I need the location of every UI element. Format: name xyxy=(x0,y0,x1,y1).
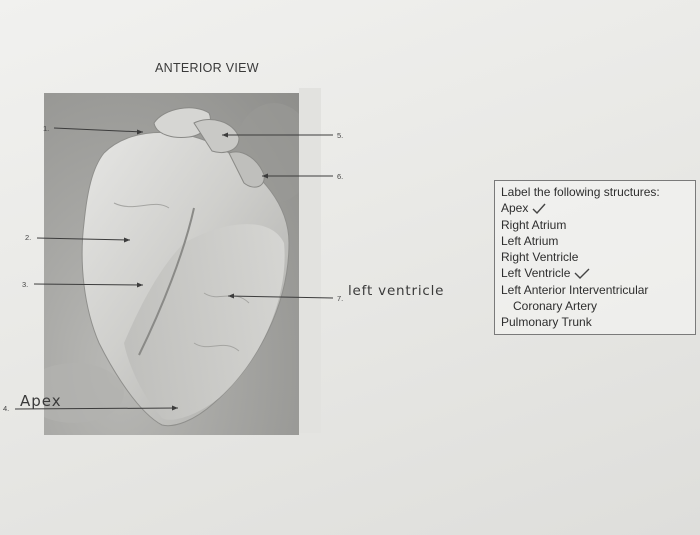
arrowhead-1 xyxy=(137,130,143,135)
legend-item-left-ventricle xyxy=(501,265,689,281)
label-number-4: 4. xyxy=(3,404,10,413)
legend-item-lad-line2: Coronary Artery xyxy=(513,299,598,314)
arrowhead-5 xyxy=(222,133,228,138)
legend-item-label: Left Ventricle xyxy=(501,266,571,281)
legend-heading: Label the following structures: xyxy=(501,185,660,199)
label-number-1: 1. xyxy=(43,124,50,133)
pointer-line-2 xyxy=(37,238,130,240)
legend-item-right-ventricle: Right Ventricle xyxy=(501,250,579,265)
label-number-3: 3. xyxy=(22,280,29,289)
label-number-5: 5. xyxy=(337,131,344,140)
label-number-7: 7. xyxy=(337,294,344,303)
legend-item-left-atrium: Left Atrium xyxy=(501,233,559,248)
check-icon xyxy=(532,203,546,215)
legend-item-lad-line1: Left Anterior Interventricular xyxy=(501,282,649,297)
check-icon xyxy=(574,268,590,280)
pointer-line-1 xyxy=(54,128,143,132)
structures-legend xyxy=(494,180,696,335)
arrowhead-3 xyxy=(137,283,143,288)
arrowhead-7 xyxy=(228,294,234,299)
pointer-line-3 xyxy=(34,284,143,285)
legend-item-right-atrium: Right Atrium xyxy=(501,217,567,232)
page-title: ANTERIOR VIEW xyxy=(155,61,259,75)
arrowhead-2 xyxy=(124,238,130,243)
legend-item-apex xyxy=(501,200,689,216)
arrowhead-6 xyxy=(262,174,268,179)
legend-item-pulmonary-trunk: Pulmonary Trunk xyxy=(501,315,592,330)
pointer-line-7 xyxy=(228,296,333,298)
arrowhead-4 xyxy=(172,406,178,411)
handwritten-apex: Apex xyxy=(20,392,62,410)
handwritten-left-ventricle: left ventricle xyxy=(348,283,445,299)
label-number-2: 2. xyxy=(25,233,32,242)
label-number-6: 6. xyxy=(337,172,344,181)
legend-item-label: Apex xyxy=(501,201,529,216)
